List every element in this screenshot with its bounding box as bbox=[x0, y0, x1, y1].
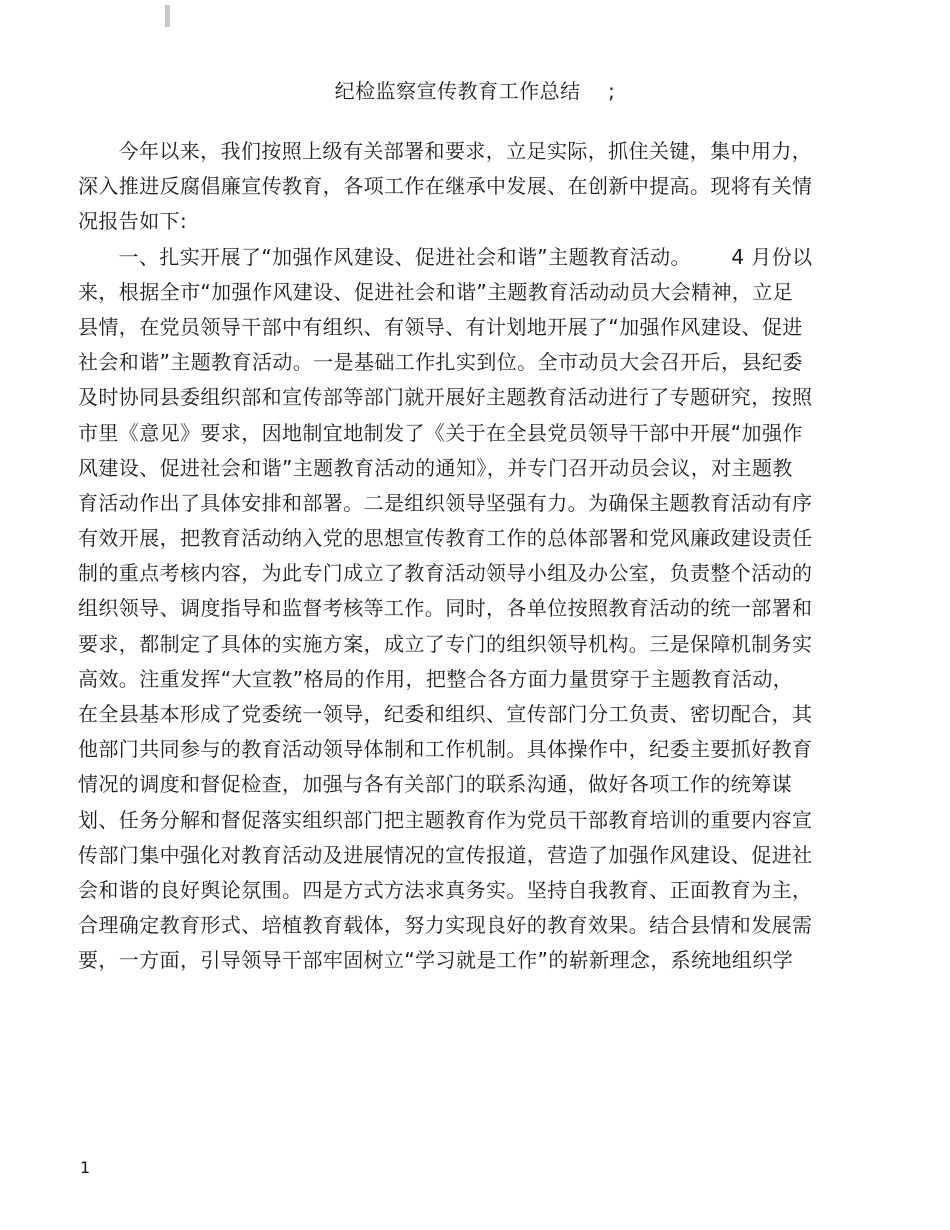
body-line: 会和谐的良好舆论氛围。四是方式方法求真务实。坚持自我教育、正面教育为主， bbox=[78, 877, 813, 902]
scan-mark bbox=[165, 5, 170, 27]
body-line: 在全县基本形成了党委统一领导，纪委和组织、宣传部门分工负责、密切配合，其 bbox=[78, 702, 813, 726]
document-body bbox=[78, 134, 858, 979]
page-number: 1 bbox=[80, 1158, 91, 1177]
body-line: 组织领导、调度指导和监督考核等工作。同时，各单位按照教育活动的统一部署和 bbox=[78, 596, 813, 621]
document-title: 纪检监察宣传教育工作总结 ; bbox=[334, 79, 616, 103]
body-line: 况报告如下: bbox=[78, 209, 188, 234]
body-line: 今年以来，我们按照上级有关部署和要求，立足实际，抓住关键，集中用力， bbox=[78, 139, 813, 163]
body-line: 他部门共同参与的教育活动领导体制和工作机制。具体操作中，纪委主要抓好教育 bbox=[78, 737, 813, 762]
body-line: 社会和谐”主题教育活动。一是基础工作扎实到位。全市动员大会召开后，县纪委 bbox=[78, 350, 803, 375]
body-line: 情况的调度和督促检查，加强与各有关部门的联系沟通，做好各项工作的统筹谋 bbox=[78, 772, 792, 797]
body-line: 合理确定教育形式、培植教育载体，努力实现良好的教育效果。结合县情和发展需 bbox=[78, 913, 813, 938]
body-line: 要，一方面，引导领导干部牢固树立“学习就是工作”的崭新理念，系统地组织学 bbox=[78, 948, 794, 973]
body-line: 来，根据全市“加强作风建设、促进社会和谐”主题教育活动动员大会精神，立足 bbox=[78, 279, 794, 304]
body-line: 育活动作出了具体安排和部署。二是组织领导坚强有力。为确保主题教育活动有序 bbox=[78, 490, 813, 515]
body-line: 及时协同县委组织部和宣传部等部门就开展好主题教育活动进行了专题研究，按照 bbox=[78, 385, 813, 410]
body-line: 市里《意见》要求，因地制宜地制发了《关于在全县党员领导干部中开展“加强作 bbox=[78, 420, 803, 445]
body-line: 传部门集中强化对教育活动及进展情况的宣传报道，营造了加强作风建设、促进社 bbox=[78, 842, 813, 867]
body-line: 有效开展，把教育活动纳入党的思想宣传教育工作的总体部署和党风廉政建设责任 bbox=[78, 526, 813, 551]
body-line: 深入推进反腐倡廉宣传教育，各项工作在继承中发展、在创新中提高。现将有关情 bbox=[78, 174, 813, 199]
body-line: 划、任务分解和督促落实组织部门把主题教育作为党员干部教育培训的重要内容宣 bbox=[78, 807, 813, 832]
body-line: 一、扎实开展了“加强作风建设、促进社会和谐”主题教育活动。 4 月份以 bbox=[78, 244, 813, 269]
body-line: 高效。注重发挥“大宣教”格局的作用，把整合各方面力量贯穿于主题教育活动， bbox=[78, 666, 794, 691]
body-line: 要求，都制定了具体的实施方案，成立了专门的组织领导机构。三是保障机制务实 bbox=[78, 631, 813, 656]
body-line: 制的重点考核内容，为此专门成立了教育活动领导小组及办公室，负责整个活动的 bbox=[78, 561, 813, 586]
body-line: 风建设、促进社会和谐”主题教育活动的通知》，并专门召开动员会议，对主题教 bbox=[78, 455, 793, 480]
body-line: 县情，在党员领导干部中有组织、有领导、有计划地开展了“加强作风建设、促进 bbox=[78, 314, 803, 339]
